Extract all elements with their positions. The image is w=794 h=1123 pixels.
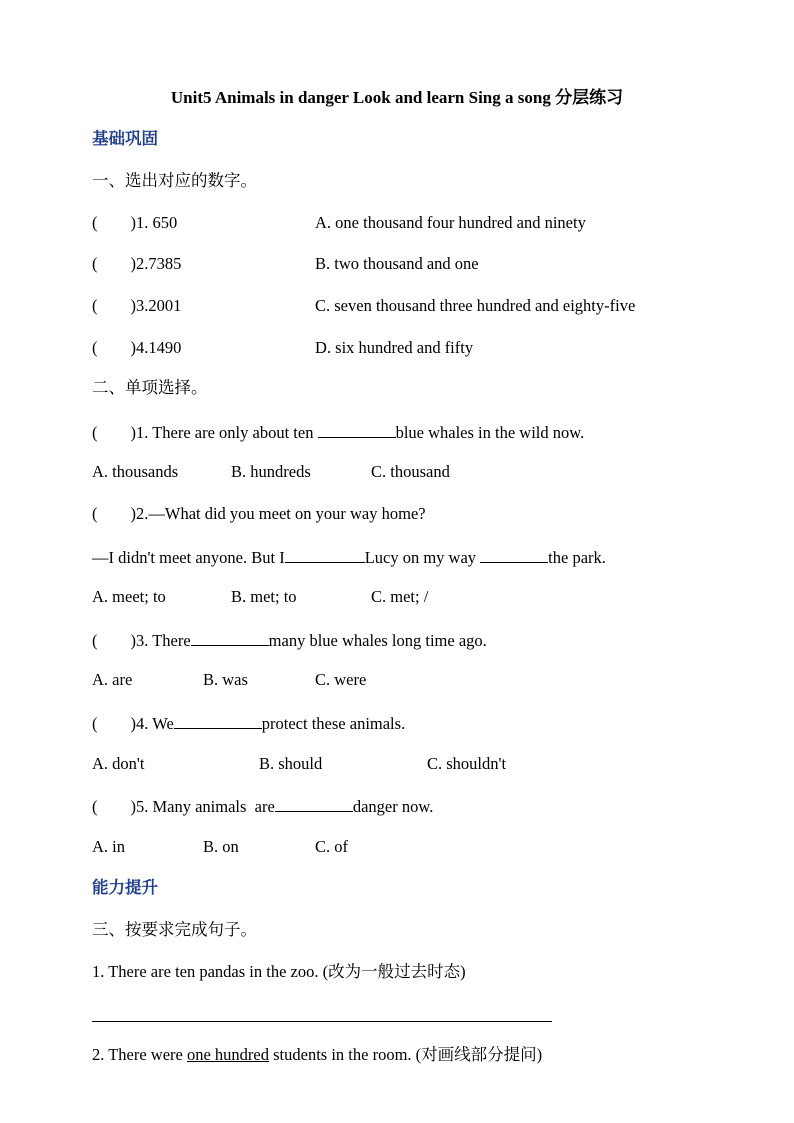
question-text: ( )1. There are only about ten: [92, 423, 318, 442]
q3-option-c: C. were: [315, 670, 367, 689]
part2-question-4: [92, 712, 405, 734]
part2-heading: 二、单项选择。: [92, 378, 208, 397]
part2-question-3: [92, 629, 487, 651]
q2-option-a: A. meet; to: [92, 587, 166, 606]
part1-item-1-option: A. one thousand four hundred and ninety: [315, 213, 586, 232]
q5-option-b: B. on: [203, 837, 239, 856]
part1-heading: 一、选出对应的数字。: [92, 171, 257, 190]
answer-blank[interactable]: [275, 795, 353, 812]
part2-question-1: [92, 421, 584, 443]
part3-sentence-1: 1. There are ten pandas in the zoo. (改为一般过去时态): [92, 962, 466, 981]
question-text: —I didn't meet anyone. But I: [92, 548, 285, 567]
q3-option-b: B. was: [203, 670, 248, 689]
answer-blank[interactable]: [480, 546, 548, 563]
part1-item-2-option: B. two thousand and one: [315, 254, 479, 273]
question-text: Lucy on my way: [364, 548, 481, 567]
part2-question-2: ( )2.—What did you meet on your way home?: [92, 504, 426, 523]
q2-option-b: B. met; to: [231, 587, 297, 606]
part3-heading: 三、按要求完成句子。: [92, 920, 257, 939]
page-title: Unit5 Animals in danger Look and learn Sing a song 分层练习: [170, 88, 624, 107]
section-heading-basic: 基础巩固: [92, 129, 158, 148]
part1-item-3-option: C. seven thousand three hundred and eighty-five: [315, 296, 636, 315]
q5-option-c: C. of: [315, 837, 348, 856]
question-text: students in the room. (对画线部分提问): [269, 1045, 543, 1064]
q1-option-a: A. thousands: [92, 462, 179, 481]
part3-sentence-2: [92, 1045, 542, 1065]
answer-blank[interactable]: [318, 421, 396, 438]
q4-option-b: B. should: [259, 754, 323, 773]
section-heading-advanced: 能力提升: [92, 878, 158, 897]
question-text: many blue whales long time ago.: [268, 631, 487, 650]
answer-blank[interactable]: [174, 712, 262, 729]
q5-option-a: A. in: [92, 837, 125, 856]
q3-option-a: A. are: [92, 670, 133, 689]
question-text: ( )5. Many animals are: [92, 797, 275, 816]
q4-option-c: C. shouldn't: [427, 754, 507, 773]
part1-item-3-number: ( )3.2001: [92, 296, 182, 315]
underlined-phrase: one hundred: [186, 1045, 270, 1064]
q1-option-b: B. hundreds: [231, 462, 311, 481]
question-text: ( )4. We: [92, 714, 174, 733]
question-text: ( )3. There: [92, 631, 191, 650]
q4-option-a: A. don't: [92, 754, 145, 773]
question-text: danger now.: [352, 797, 434, 816]
part1-item-1-number: ( )1. 650: [92, 213, 178, 232]
answer-blank[interactable]: [285, 546, 365, 563]
question-text: protect these animals.: [261, 714, 406, 733]
q1-option-c: C. thousand: [371, 462, 450, 481]
part1-item-2-number: ( )2.7385: [92, 254, 182, 273]
question-text: blue whales in the wild now.: [395, 423, 585, 442]
q2-option-c: C. met; /: [371, 587, 429, 606]
part2-question-2-reply: [92, 546, 606, 568]
part1-item-4-number: ( )4.1490: [92, 338, 182, 357]
answer-line[interactable]: [92, 1021, 552, 1022]
part1-item-4-option: D. six hundred and fifty: [315, 338, 474, 357]
question-text: the park.: [548, 548, 606, 567]
part2-question-5: [92, 795, 433, 817]
question-text: 2. There were: [92, 1045, 187, 1064]
answer-blank[interactable]: [191, 629, 269, 646]
